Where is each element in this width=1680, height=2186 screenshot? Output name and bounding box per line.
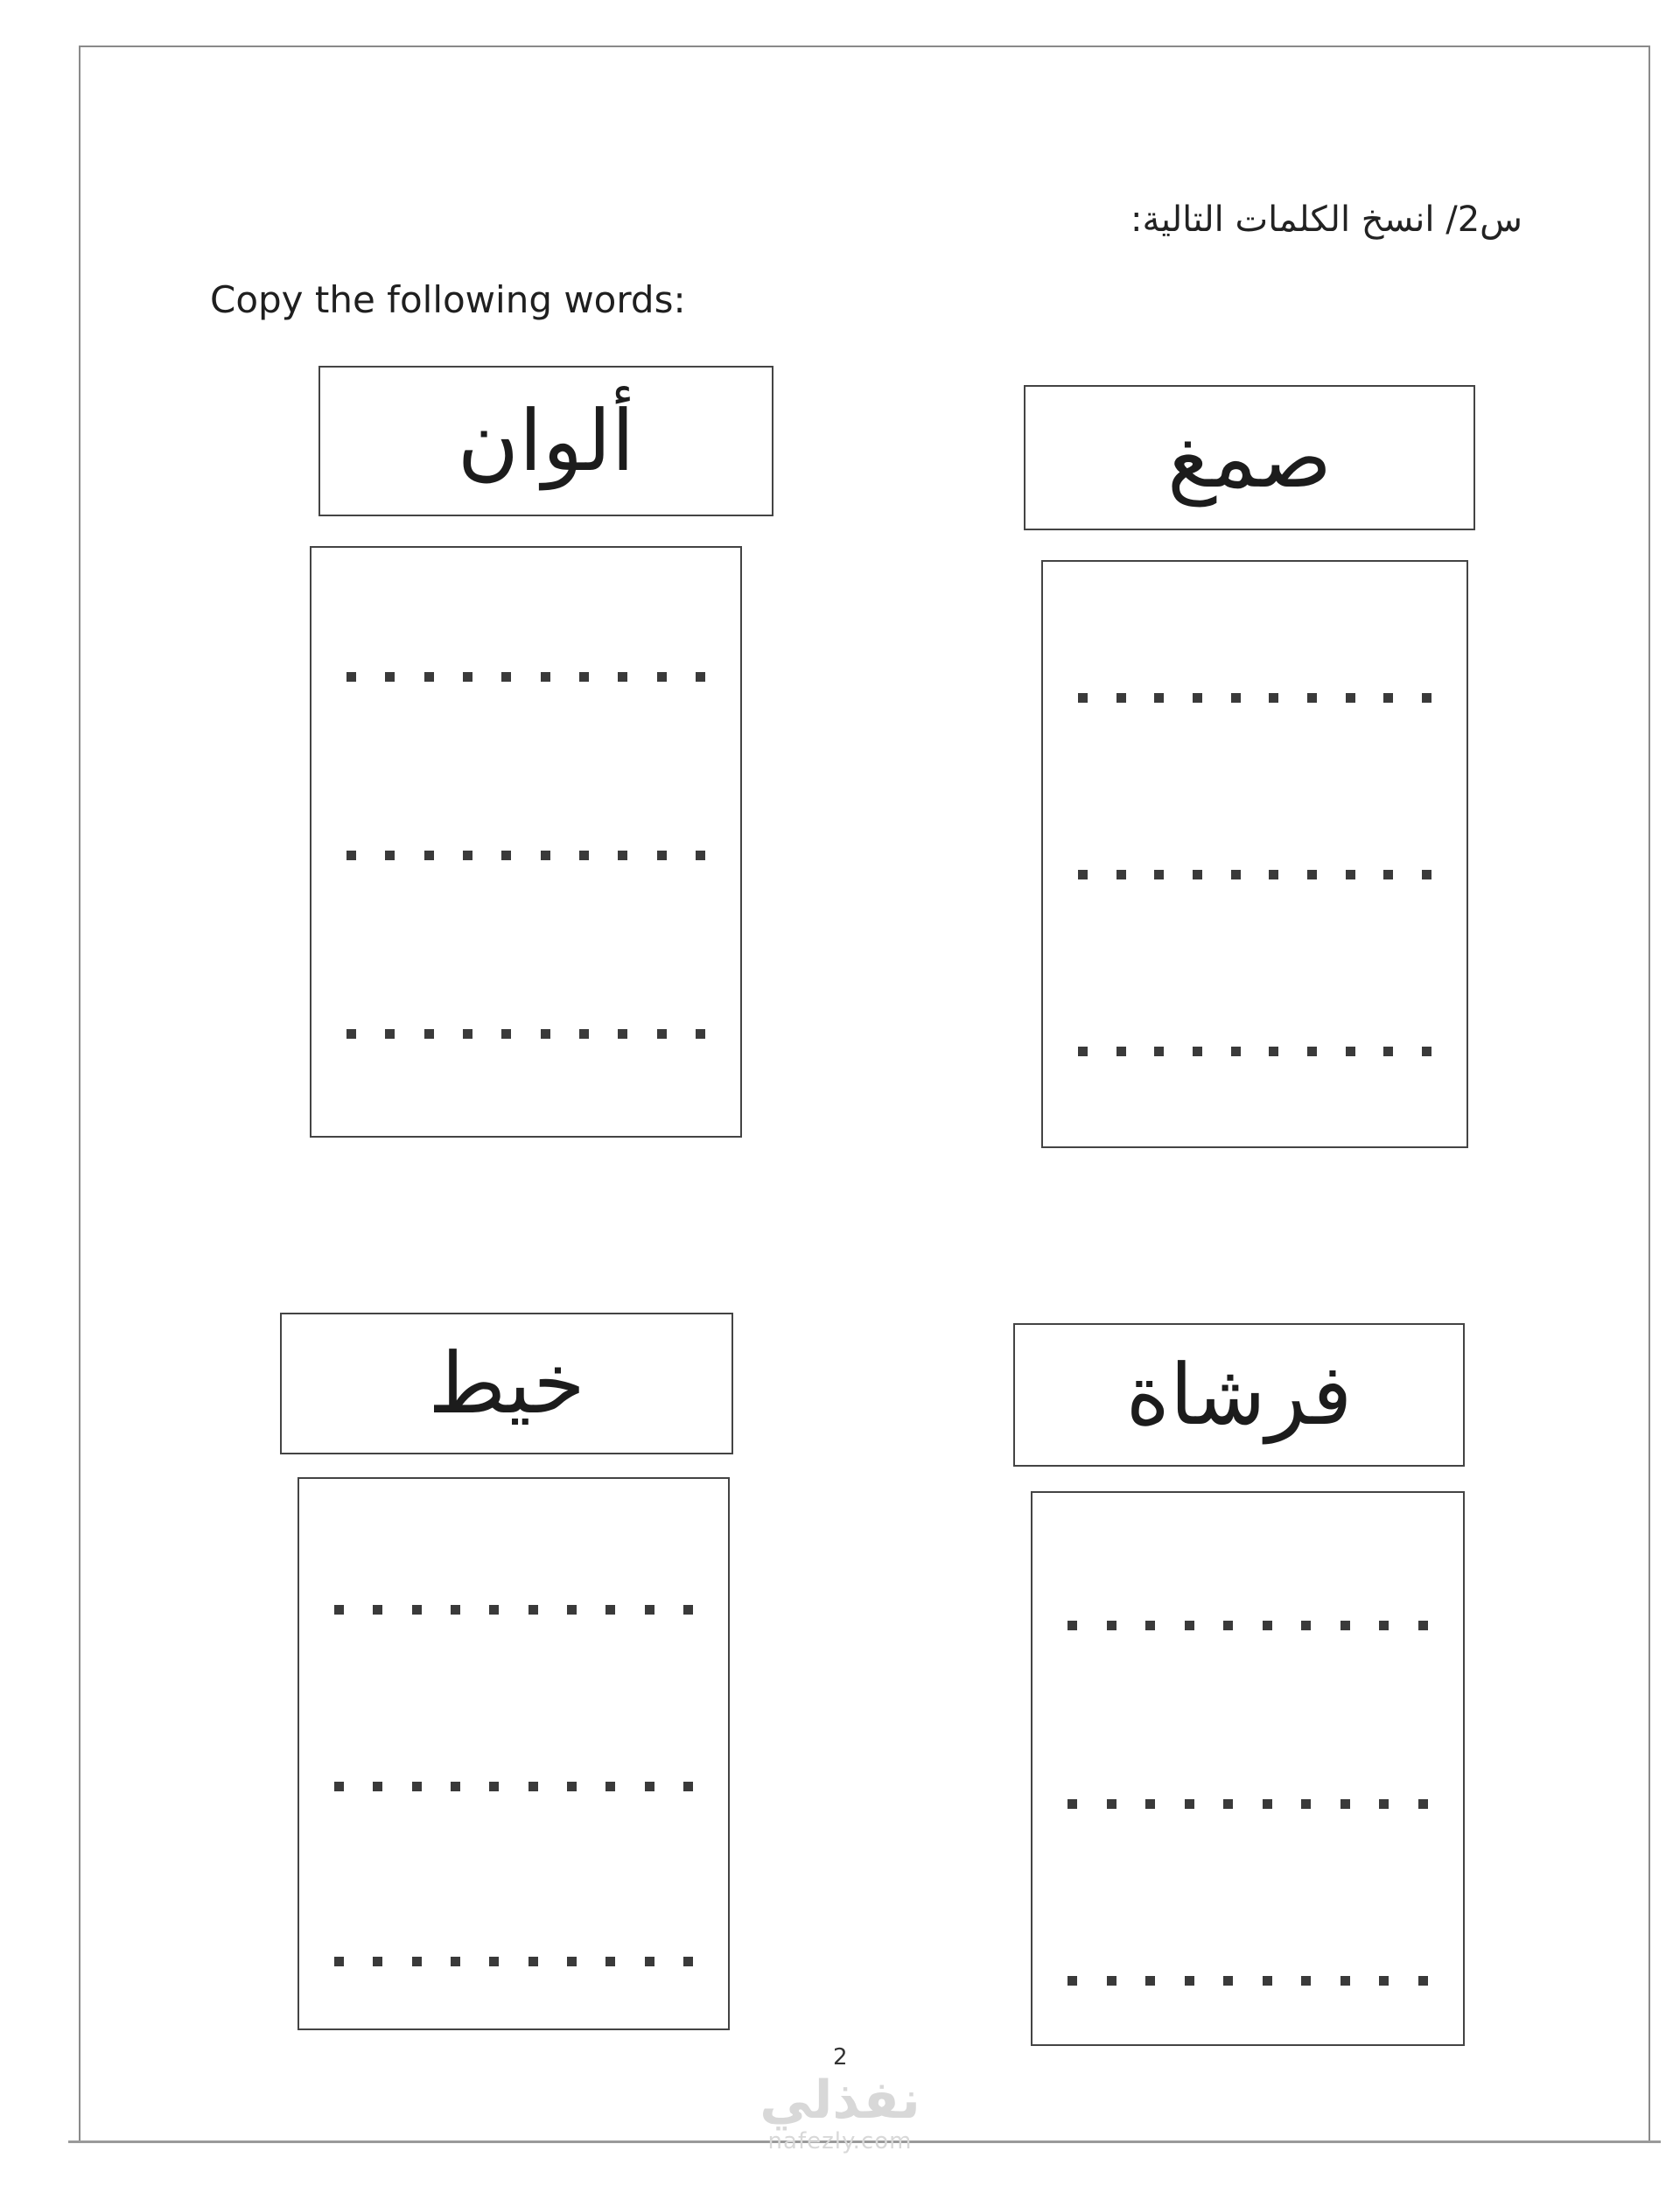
- guide-dot: [1269, 1047, 1278, 1056]
- word-box-bottom-left: خيط: [280, 1313, 733, 1454]
- watermark: [735, 2072, 945, 2154]
- guide-dot: [1422, 870, 1432, 879]
- dotted-writing-line[interactable]: [334, 1782, 693, 1792]
- guide-dot: [412, 1782, 422, 1791]
- guide-dot: [1383, 693, 1393, 703]
- guide-dot: [606, 1605, 615, 1615]
- guide-dot: [1107, 1976, 1116, 1986]
- guide-dot: [1340, 1799, 1350, 1809]
- guide-dot: [1116, 870, 1126, 879]
- guide-dot: [1154, 1047, 1164, 1056]
- guide-dot: [1185, 1976, 1194, 1986]
- page-number: 2: [833, 2044, 848, 2070]
- guide-dot: [1116, 1047, 1126, 1056]
- guide-dot: [1145, 1621, 1155, 1630]
- guide-dot: [385, 672, 395, 682]
- guide-dot: [1185, 1799, 1194, 1809]
- guide-dot: [1078, 1047, 1088, 1056]
- guide-dot: [1078, 693, 1088, 703]
- guide-dot: [618, 851, 627, 860]
- guide-dot: [1145, 1976, 1155, 1986]
- guide-dot: [1231, 693, 1241, 703]
- guide-dot: [412, 1957, 422, 1966]
- guide-dot: [645, 1782, 654, 1791]
- guide-dot: [1263, 1621, 1272, 1630]
- guide-dot: [1078, 870, 1088, 879]
- dotted-writing-line[interactable]: [1068, 1799, 1428, 1810]
- guide-dot: [424, 1029, 434, 1039]
- guide-dot: [451, 1957, 460, 1966]
- guide-dot: [489, 1957, 499, 1966]
- guide-dot: [334, 1957, 344, 1966]
- guide-dot: [451, 1605, 460, 1615]
- guide-dot: [606, 1782, 615, 1791]
- guide-dot: [579, 851, 589, 860]
- guide-dot: [657, 851, 667, 860]
- guide-dot: [1340, 1621, 1350, 1630]
- guide-dot: [1307, 1047, 1317, 1056]
- guide-dot: [1068, 1976, 1077, 1986]
- word-box-top-right: صمغ: [1024, 385, 1475, 530]
- guide-dot: [1418, 1976, 1428, 1986]
- guide-dot: [579, 672, 589, 682]
- question-arabic: س2/ انسخ الكلمات التالية:: [1130, 200, 1522, 240]
- guide-dot: [1193, 870, 1202, 879]
- watermark-logo-arabic: نفذلي: [760, 2070, 920, 2131]
- guide-dot: [1346, 693, 1355, 703]
- dotted-writing-line[interactable]: [1078, 870, 1432, 880]
- guide-dot: [618, 1029, 627, 1039]
- guide-dot: [424, 672, 434, 682]
- instruction-english: Copy the following words:: [210, 278, 686, 321]
- guide-dot: [1422, 693, 1432, 703]
- guide-dot: [567, 1957, 577, 1966]
- guide-dot: [683, 1782, 693, 1791]
- guide-dot: [1154, 870, 1164, 879]
- guide-dot: [1269, 693, 1278, 703]
- guide-dot: [373, 1605, 382, 1615]
- guide-dot: [1307, 693, 1317, 703]
- guide-dot: [385, 1029, 395, 1039]
- guide-dot: [541, 672, 550, 682]
- guide-dot: [1379, 1976, 1389, 1986]
- guide-dot: [528, 1782, 538, 1791]
- guide-dot: [1346, 870, 1355, 879]
- guide-dot: [1301, 1976, 1311, 1986]
- guide-dot: [1107, 1621, 1116, 1630]
- guide-dot: [1383, 870, 1393, 879]
- guide-dot: [1379, 1799, 1389, 1809]
- guide-dot: [1223, 1799, 1233, 1809]
- guide-dot: [541, 851, 550, 860]
- guide-dot: [501, 851, 511, 860]
- guide-dot: [385, 851, 395, 860]
- guide-dot: [1068, 1621, 1077, 1630]
- guide-dot: [501, 672, 511, 682]
- guide-dot: [579, 1029, 589, 1039]
- dotted-writing-line[interactable]: [334, 1957, 693, 1967]
- guide-dot: [528, 1957, 538, 1966]
- guide-dot: [618, 672, 627, 682]
- guide-dot: [1231, 1047, 1241, 1056]
- guide-dot: [412, 1605, 422, 1615]
- guide-dot: [1154, 693, 1164, 703]
- dotted-writing-line[interactable]: [346, 672, 705, 683]
- dotted-writing-line[interactable]: [1078, 1047, 1432, 1057]
- guide-dot: [1223, 1976, 1233, 1986]
- guide-dot: [683, 1957, 693, 1966]
- guide-dot: [1145, 1799, 1155, 1809]
- guide-dot: [645, 1605, 654, 1615]
- guide-dot: [1116, 693, 1126, 703]
- guide-dot: [489, 1782, 499, 1791]
- guide-dot: [1269, 870, 1278, 879]
- guide-dot: [541, 1029, 550, 1039]
- dotted-writing-line[interactable]: [1068, 1976, 1428, 1986]
- guide-dot: [501, 1029, 511, 1039]
- guide-dot: [1263, 1799, 1272, 1809]
- guide-dot: [334, 1605, 344, 1615]
- guide-dot: [1263, 1976, 1272, 1986]
- guide-dot: [463, 1029, 472, 1039]
- guide-dot: [696, 851, 705, 860]
- guide-dot: [1185, 1621, 1194, 1630]
- guide-dot: [1346, 1047, 1355, 1056]
- guide-dot: [1422, 1047, 1432, 1056]
- word-box-bottom-right: فرشاة: [1013, 1323, 1465, 1467]
- guide-dot: [424, 851, 434, 860]
- guide-dot: [696, 672, 705, 682]
- dotted-writing-line[interactable]: [334, 1605, 693, 1615]
- guide-dot: [1223, 1621, 1233, 1630]
- guide-dot: [1301, 1799, 1311, 1809]
- guide-dot: [1193, 1047, 1202, 1056]
- guide-dot: [489, 1605, 499, 1615]
- guide-dot: [696, 1029, 705, 1039]
- guide-dot: [606, 1957, 615, 1966]
- guide-dot: [1301, 1621, 1311, 1630]
- guide-dot: [346, 851, 356, 860]
- dotted-writing-line[interactable]: [346, 851, 705, 861]
- guide-dot: [334, 1782, 344, 1791]
- guide-dot: [346, 1029, 356, 1039]
- write-box-bottom-right: [1031, 1491, 1465, 2046]
- write-box-top-right: [1041, 560, 1468, 1148]
- guide-dot: [657, 1029, 667, 1039]
- guide-dot: [1383, 1047, 1393, 1056]
- guide-dot: [1340, 1976, 1350, 1986]
- guide-dot: [645, 1957, 654, 1966]
- guide-dot: [657, 672, 667, 682]
- guide-dot: [683, 1605, 693, 1615]
- word-box-top-left: ألوان: [318, 366, 774, 516]
- guide-dot: [1068, 1799, 1077, 1809]
- watermark-logo-latin: nafezly.com: [767, 2128, 913, 2154]
- guide-dot: [1379, 1621, 1389, 1630]
- write-box-bottom-left: [298, 1477, 730, 2030]
- guide-dot: [1418, 1799, 1428, 1809]
- guide-dot: [373, 1957, 382, 1966]
- dotted-writing-line[interactable]: [1068, 1621, 1428, 1631]
- guide-dot: [463, 851, 472, 860]
- guide-dot: [1307, 870, 1317, 879]
- guide-dot: [346, 672, 356, 682]
- guide-dot: [567, 1782, 577, 1791]
- guide-dot: [528, 1605, 538, 1615]
- guide-dot: [463, 672, 472, 682]
- guide-dot: [373, 1782, 382, 1791]
- guide-dot: [1107, 1799, 1116, 1809]
- guide-dot: [1193, 693, 1202, 703]
- guide-dot: [1418, 1621, 1428, 1630]
- guide-dot: [451, 1782, 460, 1791]
- dotted-writing-line[interactable]: [1078, 693, 1432, 704]
- guide-dot: [1231, 870, 1241, 879]
- guide-dot: [567, 1605, 577, 1615]
- dotted-writing-line[interactable]: [346, 1029, 705, 1040]
- write-box-top-left: [310, 546, 742, 1138]
